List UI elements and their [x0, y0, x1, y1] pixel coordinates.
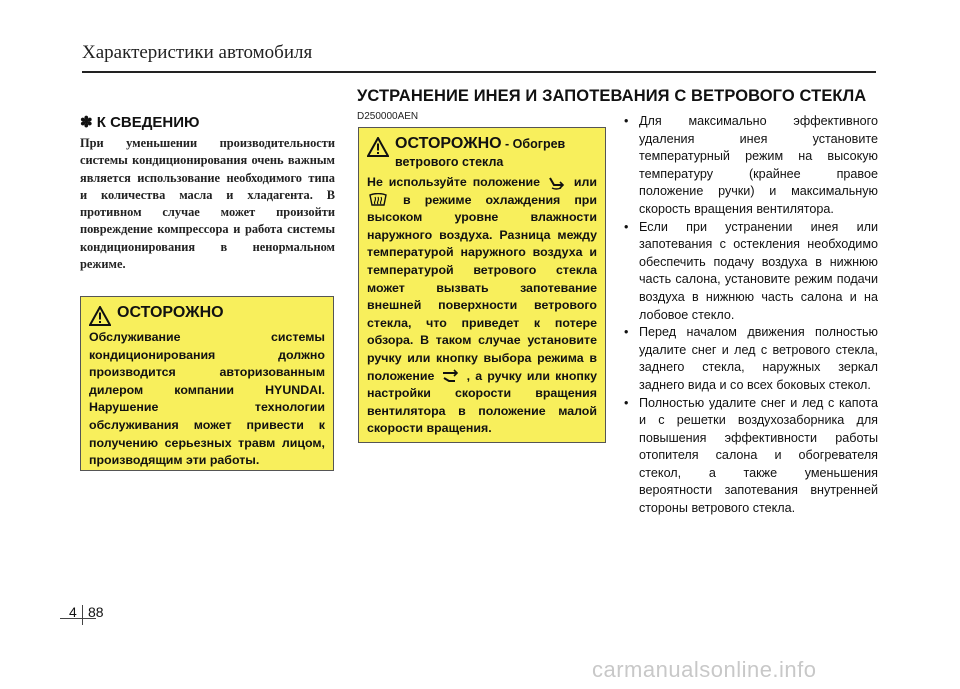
warning-text-part3: в режиме охлаждения при высоком уровне влажности наружного воздуха. Разница между температурой наружного воздуха и температурой ветрового стекла может вызвать запотевание внешней поверхности ветрового стекла, что приведет к потере обзора. В таком случае установите ручку или кнопку выбора режима в положение — [367, 192, 597, 383]
chapter-number: 4 — [69, 604, 77, 620]
warning-head — [367, 135, 597, 171]
note-heading-text: К СВЕДЕНИЮ — [96, 114, 200, 131]
warning-subtitle: - Обогрев ветрового стекла — [395, 137, 566, 169]
warning-triangle-icon — [367, 137, 389, 157]
section-code: D250000AEN — [357, 111, 419, 122]
header-divider — [82, 71, 876, 73]
section-title: УСТРАНЕНИЕ ИНЕЯ И ЗАПОТЕВАНИЯ С ВЕТРОВОГО СТЕКЛА — [357, 87, 867, 105]
warning-text-part2: или — [573, 175, 597, 189]
warning-triangle-icon — [89, 306, 111, 326]
instruction-list-column — [622, 113, 878, 518]
warning-head — [89, 304, 325, 326]
warning-text-part1: Не используйте положение — [367, 175, 541, 189]
floor-defrost-icon — [546, 176, 568, 190]
list-item-text: Полностью удалите снег и лед с капота и с решетки воздухозаборника для повышения эффективности работы отопителя салона и обогревателя стекол, а также уменьшения вероятности запотевания внутренней стороны ветрового стекла. — [639, 395, 878, 516]
note-heading — [80, 113, 335, 131]
note-body: При уменьшении производительности системы кондиционирования очень важным является использование необходимого типа и количества масла и хладагента. В противном случае может произойти повреждение компрессора и работа системы кондиционирования в ненормальном режиме. — [80, 136, 335, 272]
warning-label: ОСТОРОЖНО — [395, 135, 502, 152]
list-item-text: Для максимально эффективного удаления инея установите температурный режим на высокую температуру (крайнее правое положение ручки) и максимальную скорость вращения вентилятора. — [639, 114, 878, 216]
note-symbol-icon: ✽ — [80, 114, 93, 131]
bullet-icon: • — [624, 395, 629, 410]
page-number: 88 — [88, 604, 104, 620]
windshield-defrost-icon — [367, 193, 389, 207]
watermark: carmanualsonline.info — [592, 657, 817, 682]
warning-text-part4: , а ручку или кнопку настройки скорости вращения вентилятора в положение малой скорости вращения. — [367, 368, 597, 436]
warning-body: Обслуживание системы кондиционирования должно производится авторизованным дилером компании HYUNDAI. Нарушение технологии обслуживания может привести к получению серьезных травм лицом, производящим эти работы. — [89, 330, 325, 468]
bullet-icon: • — [624, 219, 629, 234]
list-item-text: Если при устранении инея или запотевания с остекления необходимо обеспечить подачу воздуха в нижнюю часть салона, установите режим подачи воздуха в нижнюю часть салона и на лобовое стекло. — [639, 219, 878, 322]
list-item — [622, 113, 878, 219]
warning-label: ОСТОРОЖНО — [117, 304, 224, 321]
list-item — [622, 219, 878, 325]
bullet-icon: • — [624, 325, 629, 340]
list-item — [622, 395, 878, 518]
bullet-icon: • — [624, 114, 629, 128]
page-header-title: Характеристики автомобиля — [82, 42, 313, 63]
list-item-text: Перед началом движения полностью удалите снег и лед с ветрового стекла, заднего стекла, наружных зеркал заднего вида и со всех боковых стекол. — [639, 325, 878, 392]
note-block — [80, 113, 335, 273]
warning-box-defrost — [358, 127, 606, 443]
footer-separator — [82, 605, 83, 625]
instruction-list — [622, 113, 878, 518]
floor-defrost-icon — [440, 369, 462, 383]
warning-box-service — [80, 296, 334, 471]
warning-body — [367, 174, 597, 438]
list-item — [622, 324, 878, 394]
